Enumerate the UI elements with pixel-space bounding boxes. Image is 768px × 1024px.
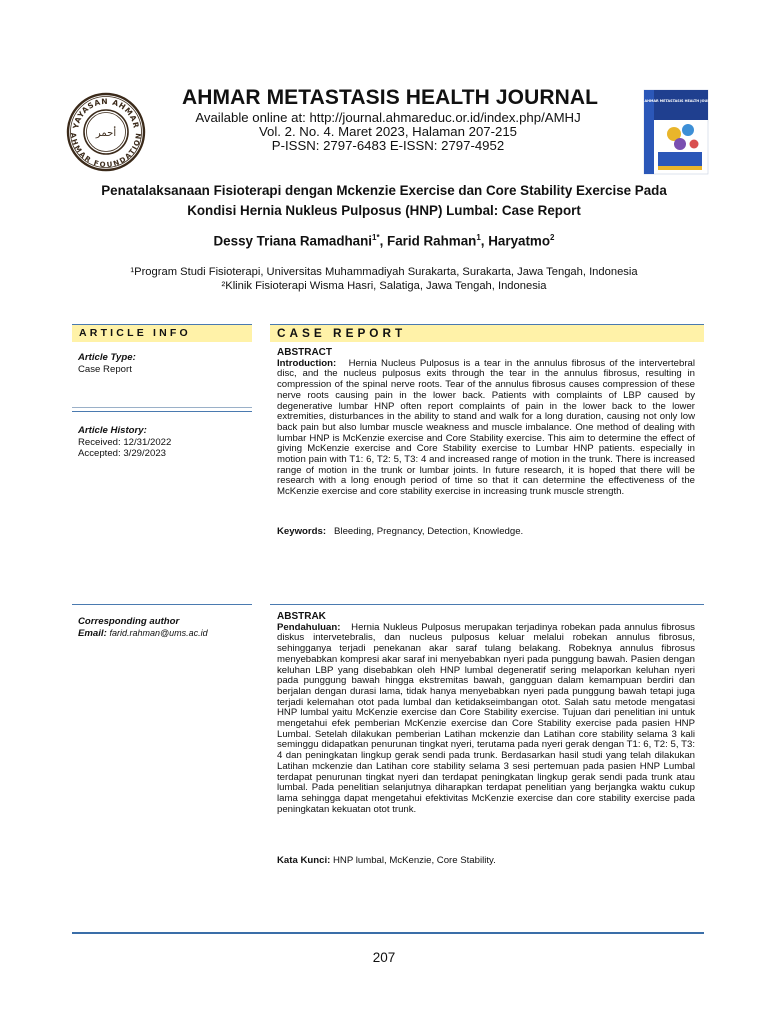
svg-text:AHMAR FOUNDATION: AHMAR FOUNDATION — [69, 132, 143, 169]
paper-title-line-2: Kondisi Hernia Nukleus Pulposus (HNP) Lumbal: Case Report — [187, 203, 581, 218]
paper-title — [70, 181, 698, 221]
article-history-block — [78, 425, 252, 460]
abstract-block — [277, 348, 695, 498]
article-type-value: Case Report — [78, 363, 132, 375]
divider — [72, 411, 252, 412]
journal-issn: P-ISSN: 2797-6483 E-ISSN: 2797-4952 — [271, 138, 505, 153]
affiliation-2: ²Klinik Fisioterapi Wisma Hasri, Salatiga, Jawa Tengah, Indonesia — [221, 280, 547, 292]
kata-kunci-value: HNP lumbal, McKenzie, Core Stability. — [332, 855, 496, 866]
journal-logo — [66, 92, 146, 172]
journal-url[interactable]: Available online at: http://journal.ahmareduc.or.id/index.php/AMHJ — [195, 110, 581, 125]
keywords-label: Keywords: — [277, 526, 327, 537]
case-report-bar — [270, 324, 704, 342]
author-email-link[interactable]: farid.rahman@ums.ac.id — [109, 627, 208, 638]
case-report-label: CASE REPORT — [277, 326, 407, 340]
author-name: Haryatmo — [488, 233, 551, 249]
author-name: Dessy Triana Ramadhani — [213, 233, 373, 249]
accepted-date: Accepted: 3/29/2023 — [78, 448, 167, 459]
affiliation-1: ¹Program Studi Fisioterapi, Universitas Muhammadiyah Surakarta, Surakarta, Jawa Tengah, Indonesia — [130, 266, 638, 278]
kata-kunci-label: Kata Kunci: — [277, 855, 331, 866]
introduction-label: Introduction: — [277, 357, 337, 369]
article-info-label: ARTICLE INFO — [79, 327, 191, 339]
corresponding-author-label: Corresponding author — [78, 616, 180, 627]
paper-title-line-1: Penatalaksanaan Fisioterapi dengan Mckenzie Exercise dan Core Stability Exercise Pada — [101, 183, 667, 198]
article-type-label: Article Type — [78, 352, 133, 363]
article-history-label: Article History: — [78, 425, 147, 436]
author-affiliation-mark: 1* — [372, 233, 380, 242]
author-name: Farid Rahman — [387, 233, 477, 249]
footer-rule — [72, 932, 704, 934]
author-list: Dessy Triana Ramadhani$^{1*}$, Farid Rahman$^1$, Haryatmo$^2$ — [213, 233, 555, 249]
logo-center-text: أحمر — [95, 128, 117, 139]
divider — [72, 604, 252, 605]
author-affiliation-mark: 2 — [550, 233, 555, 242]
divider — [72, 407, 252, 408]
keywords-block — [277, 527, 695, 538]
author-affiliation-mark: 1 — [476, 233, 481, 242]
abstrak-block — [277, 612, 695, 815]
abstract-heading: ABSTRACT — [277, 347, 332, 358]
abstract-text: Hernia Nucleus Pulposus is a tear in the annulus fibrosus of the intervertebral disc, and the nucleus pulposus exits through the tear in the annulus fibrosus, resulting in compression of the spinal nerve roots. Tear of the annulus fibrosus causes compression of these nerve roots causing pain in the lower back. Patients with complaints of LBP caused by degenerative lumbar HNP often report complaints of pain in the lower back to the lower extremities, disturbances in the ability to stand and walk for a long duration, causing not only low back pain but also lumbar muscle weakness and muscle imbalance. One method of dealing with lumbar HNP is McKenzie exercise and Core Stability exercise. This aim to determine the effect of giving McKenzie exercise and Core Stability exercise to Lumbar HNP patients. especially in motion pain with T1: 6, T2: 5, T3: 4 and increased range of motion in the trunk. There is increased range of motion in the trunk or lumbar joints. In future research, it is hoped that there will be research with a long enough period of time so that it can determine the effectiveness of the McKenzie exercise and core stability exercise in increasing trunk muscle strength. — [277, 357, 695, 498]
journal-volume: Vol. 2. No. 4. Maret 2023, Halaman 207-215 — [258, 124, 518, 139]
kata-kunci-block — [277, 856, 695, 867]
svg-text:YAYASAN AHMAR: YAYASAN AHMAR — [71, 96, 141, 130]
corresponding-author-block — [78, 616, 252, 639]
journal-cover-thumbnail — [644, 90, 718, 174]
cover-title: AHMAR METASTASIS HEALTH JOURNAL — [644, 99, 718, 103]
keywords-value: Bleeding, Pregnancy, Detection, Knowledge. — [334, 526, 524, 537]
divider — [270, 604, 704, 605]
journal-title: AHMAR METASTASIS HEALTH JOURNAL — [182, 86, 599, 109]
email-label: Email: — [78, 627, 107, 639]
received-date: Received: 12/31/2022 — [78, 436, 172, 448]
pendahuluan-label: Pendahuluan: — [277, 621, 341, 633]
page-number: 207 — [372, 950, 396, 965]
abstrak-heading: ABSTRAK — [277, 611, 326, 622]
article-info-bar — [72, 324, 252, 342]
abstrak-text: Hernia Nukleus Pulposus merupakan terjadinya robekan pada annulus fibrosus diskus intervetebralis, dan nucleus pulposus keluar melalui robekan annulus fibrosus, sehingganya terjadi penekanan akar saraf tulang belakang. Robeknya annulus fibrosus menyebabkan kompresi akar saraf ini menyebabkan nyeri pada punggung bawah. Pasien dengan keluhan LBP yang disebabkan oleh HNP lumbal degeneratif sering melaporkan keluhan nyeri pada punggung bawah hingga ekstremitas bawah, gangguan dalam kemampuan berdiri dan berjalan dengan durasi lama, tidak hanya menyebabkan nyeri pada punggung bawah tetapi juga terjadi kelemahan otot pada lumbal dan ketidakseimbangan otot. Salah satu metode mengatasi HNP lumbal yaitu McKenzie exercise dan Core Stability exercise. Tujuan dari penelitian ini untuk mengetahui efek pemberian McKenzie exercise dan Core Stability exercise pada pasien HNP Lumbal. Setelah dilakukan pemberian Latihan mckenzie dan Latihan core stability selama 3 kali seminggu didapatkan penurunan tingkat nyeri, terutama pada nyeri gerak dengan T1: 6, T2: 5, T3: 4 dan peningkatan lingkup gerak sendi pada trunk. Berdasarkan hasil studi yang telah dilakukan Latihan mckenzie dan Latihan core stability selama 3 sesi pertemuan pada pasien HNP Lumbal terdapat penurunan tingkat nyeri dan terdapat peningkatan lingkup gerak sendi pada trunk atau lumbal. Pada penelitian selanjutnya diharapkan terdapat penelitian yang berjangka waktu cukup lama sehingga dapat mengetahui efektivitas McKenzie exercise dan core stability exercise pada peningkatan kekuatan otot trunk. — [277, 621, 695, 815]
article-type-block: Article Type: Case Report — [78, 352, 252, 375]
